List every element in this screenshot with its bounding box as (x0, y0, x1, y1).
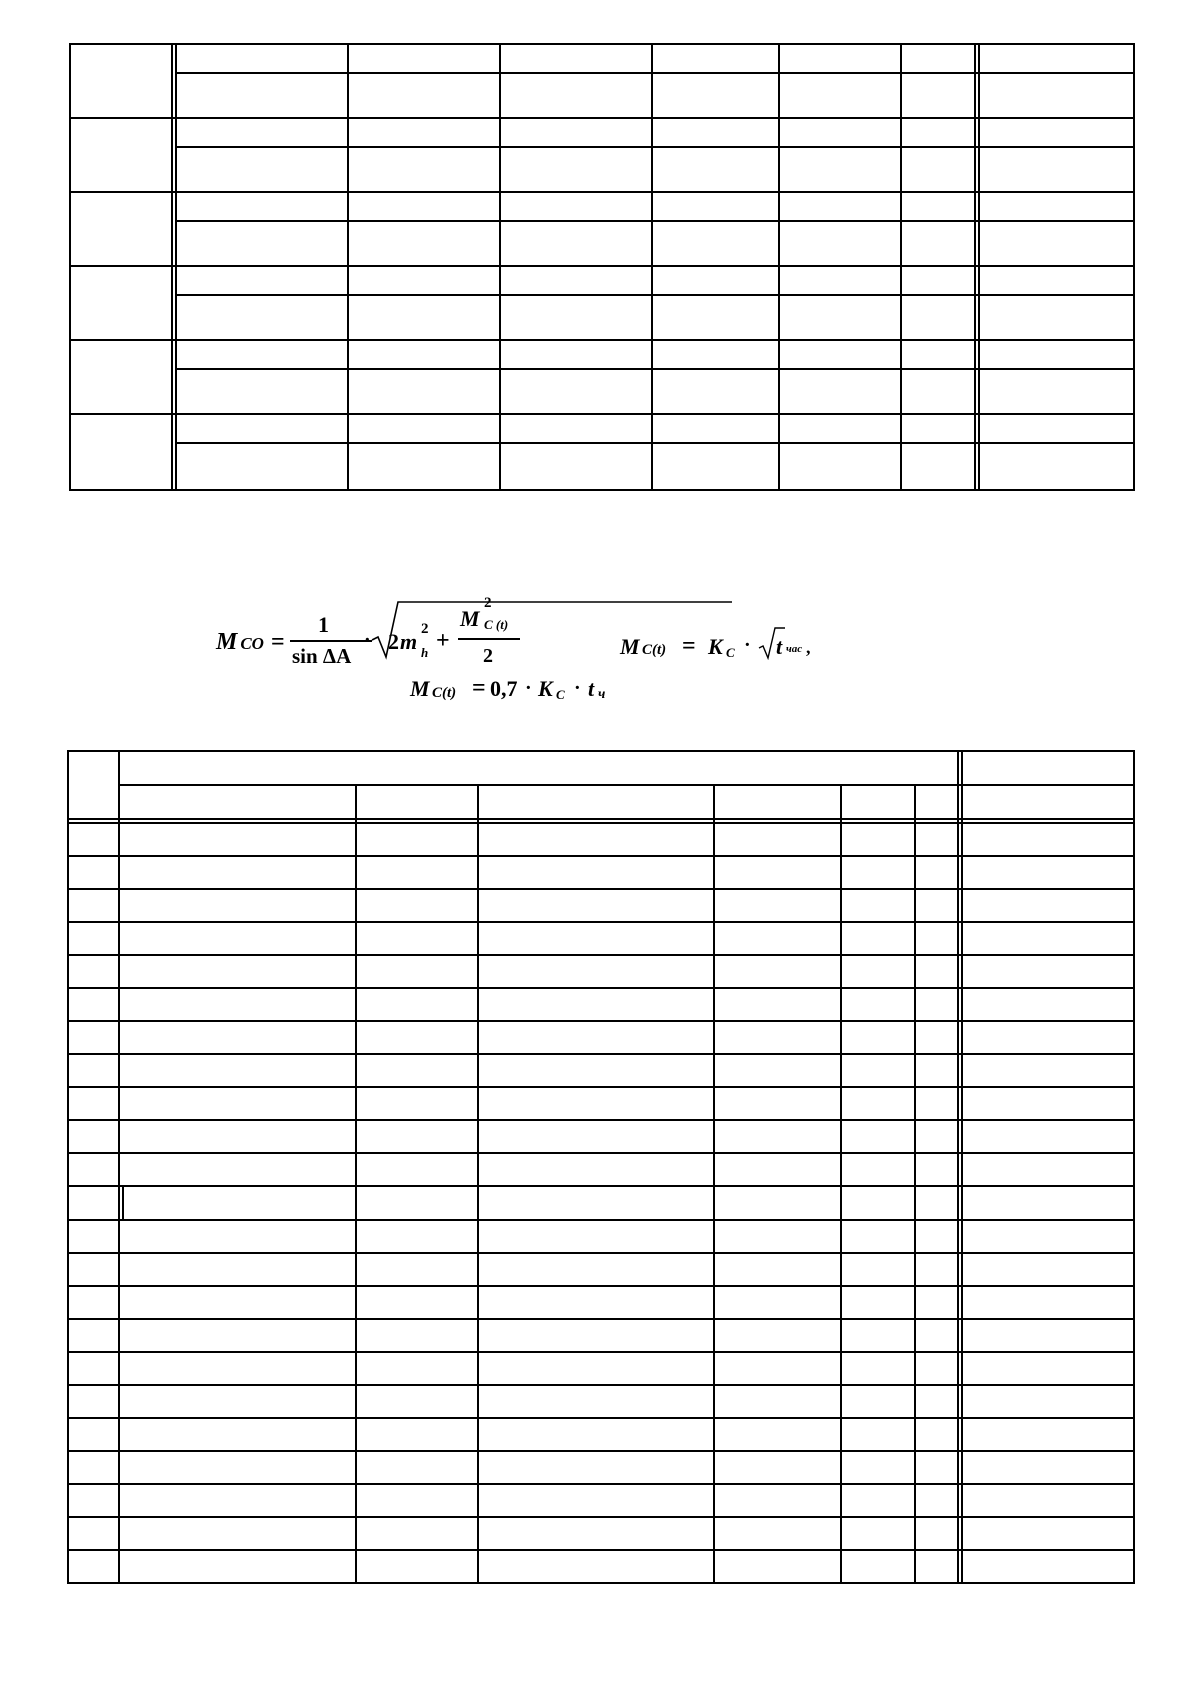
table-bottom-col-divider (477, 784, 479, 1584)
table-row-divider (67, 1549, 1135, 1551)
table-row-divider (67, 855, 1135, 857)
table-row-divider (67, 1185, 1135, 1187)
table-row-divider (67, 1252, 1135, 1254)
table-top-border-left (69, 43, 71, 491)
table-row-divider (67, 1483, 1135, 1485)
table-bottom-col-divider (713, 784, 715, 1584)
formula-mco-plus: + (436, 628, 450, 654)
table-top-subrow-divider (175, 368, 1135, 370)
table-top-col-divider-double (171, 43, 173, 491)
formula-block (0, 590, 1191, 730)
table-top-col-divider (499, 43, 501, 491)
table-bottom-border-top (67, 750, 1135, 752)
formula-mco-lhs: M CO (216, 629, 264, 655)
formula-mco-inner-sub: C (t) (484, 617, 509, 632)
table-bottom-col-divider (840, 784, 842, 1584)
table-bottom (0, 740, 1191, 1600)
formula-mct-linear-t: t (588, 676, 595, 701)
formula-mct-sqrt-comma: , (806, 637, 811, 657)
table-row-divider (67, 1119, 1135, 1121)
table-bottom-col-divider (118, 750, 120, 1584)
table-top-col-divider-double (175, 43, 177, 491)
table-bottom-border-right (1133, 750, 1135, 1584)
table-top-subrow-divider (175, 72, 1135, 74)
formula-mco (212, 590, 532, 680)
table-row-divider (67, 1417, 1135, 1419)
table-bottom-col-divider-double (957, 750, 959, 1584)
table-row-divider (67, 1152, 1135, 1154)
formula-mct-linear-lhs: M (410, 676, 430, 701)
table-bottom-header-divider (120, 784, 1135, 786)
formula-mco-inner-sup: 2 (484, 595, 492, 611)
formula-mct-linear-dot1: · (525, 677, 532, 699)
formula-mco-two: 2 (388, 629, 399, 654)
table-top-col-divider (347, 43, 349, 491)
table-top (0, 0, 1191, 500)
table-row-divider (67, 888, 1135, 890)
formula-mco-inner-fraction-bar (458, 638, 520, 640)
table-top-subrow-divider (175, 442, 1135, 444)
table-row-divider (67, 1318, 1135, 1320)
formula-mct-linear (410, 676, 630, 716)
table-top-col-divider (651, 43, 653, 491)
table-bottom-header-double-line (67, 818, 1135, 820)
table-row-divider (67, 987, 1135, 989)
table-top-border-right (1133, 43, 1135, 491)
formula-mco-inner-m: M (460, 606, 480, 631)
formula-mct-sqrt-lhs-sub: C(t) (642, 642, 667, 658)
formula-mct-sqrt-k-sub: C (726, 645, 735, 660)
formula-mct-linear-dot2: · (574, 677, 581, 699)
formula-mct-linear-coef: 0,7 (490, 676, 518, 701)
table-row-divider (67, 1020, 1135, 1022)
table-top-col-divider (900, 43, 902, 491)
formula-mco-numerator: 1 (318, 612, 329, 637)
formula-mco-m: m (400, 629, 418, 654)
formula-mct-linear-lhs-sub: C(t) (432, 685, 457, 701)
table-bottom-header-double-line (67, 822, 1135, 824)
formula-mco-equals: = (271, 629, 285, 655)
table-row-divider (67, 921, 1135, 923)
formula-mct-sqrt-lhs: M (620, 634, 640, 659)
formula-mct-sqrt-dot: · (744, 634, 751, 656)
formula-mco-inner-den: 2 (483, 645, 493, 667)
table-top-subrow-divider (175, 146, 1135, 148)
table-top-col-divider-double (974, 43, 976, 491)
table-bottom-cell-artifact (122, 1185, 124, 1221)
formula-mco-m-sub: h (421, 645, 429, 660)
table-row-divider (67, 1351, 1135, 1353)
table-row-divider (67, 1450, 1135, 1452)
table-top-col-divider-double (978, 43, 980, 491)
table-row-divider (67, 1053, 1135, 1055)
table-row-divider (67, 1384, 1135, 1386)
formula-mco-dot: · (364, 629, 371, 651)
table-bottom-border-bottom (67, 1582, 1135, 1584)
table-top-subrow-divider (175, 294, 1135, 296)
table-top-col-divider (778, 43, 780, 491)
table-row-divider (67, 1219, 1135, 1221)
table-bottom-col-divider-double (961, 750, 963, 1584)
formula-mct-linear-k-sub: C (556, 687, 565, 702)
table-bottom-border-left (67, 750, 69, 1584)
formula-mco-m-sup: 2 (421, 621, 429, 637)
formula-mct-sqrt-equals: = (682, 633, 696, 659)
formula-mct-sqrt-t: t (776, 634, 783, 659)
formula-mct-sqrt (620, 590, 850, 670)
formula-mct-sqrt-t-sub: час (786, 643, 803, 655)
table-row-divider (67, 1516, 1135, 1518)
table-bottom-col-divider (355, 784, 357, 1584)
table-row-divider (67, 954, 1135, 956)
formula-mct-linear-equals: = (472, 675, 486, 701)
formula-mct-linear-k: K (538, 676, 553, 701)
formula-mco-fraction-bar (290, 640, 372, 642)
formula-mct-linear-t-sub: ч (598, 687, 606, 702)
table-top-subrow-divider (175, 220, 1135, 222)
table-row-divider (67, 1086, 1135, 1088)
formula-mco-denominator: sin ΔA (292, 644, 352, 668)
table-row-divider (67, 1285, 1135, 1287)
table-bottom-col-divider (914, 784, 916, 1584)
formula-mct-sqrt-k: K (708, 634, 723, 659)
